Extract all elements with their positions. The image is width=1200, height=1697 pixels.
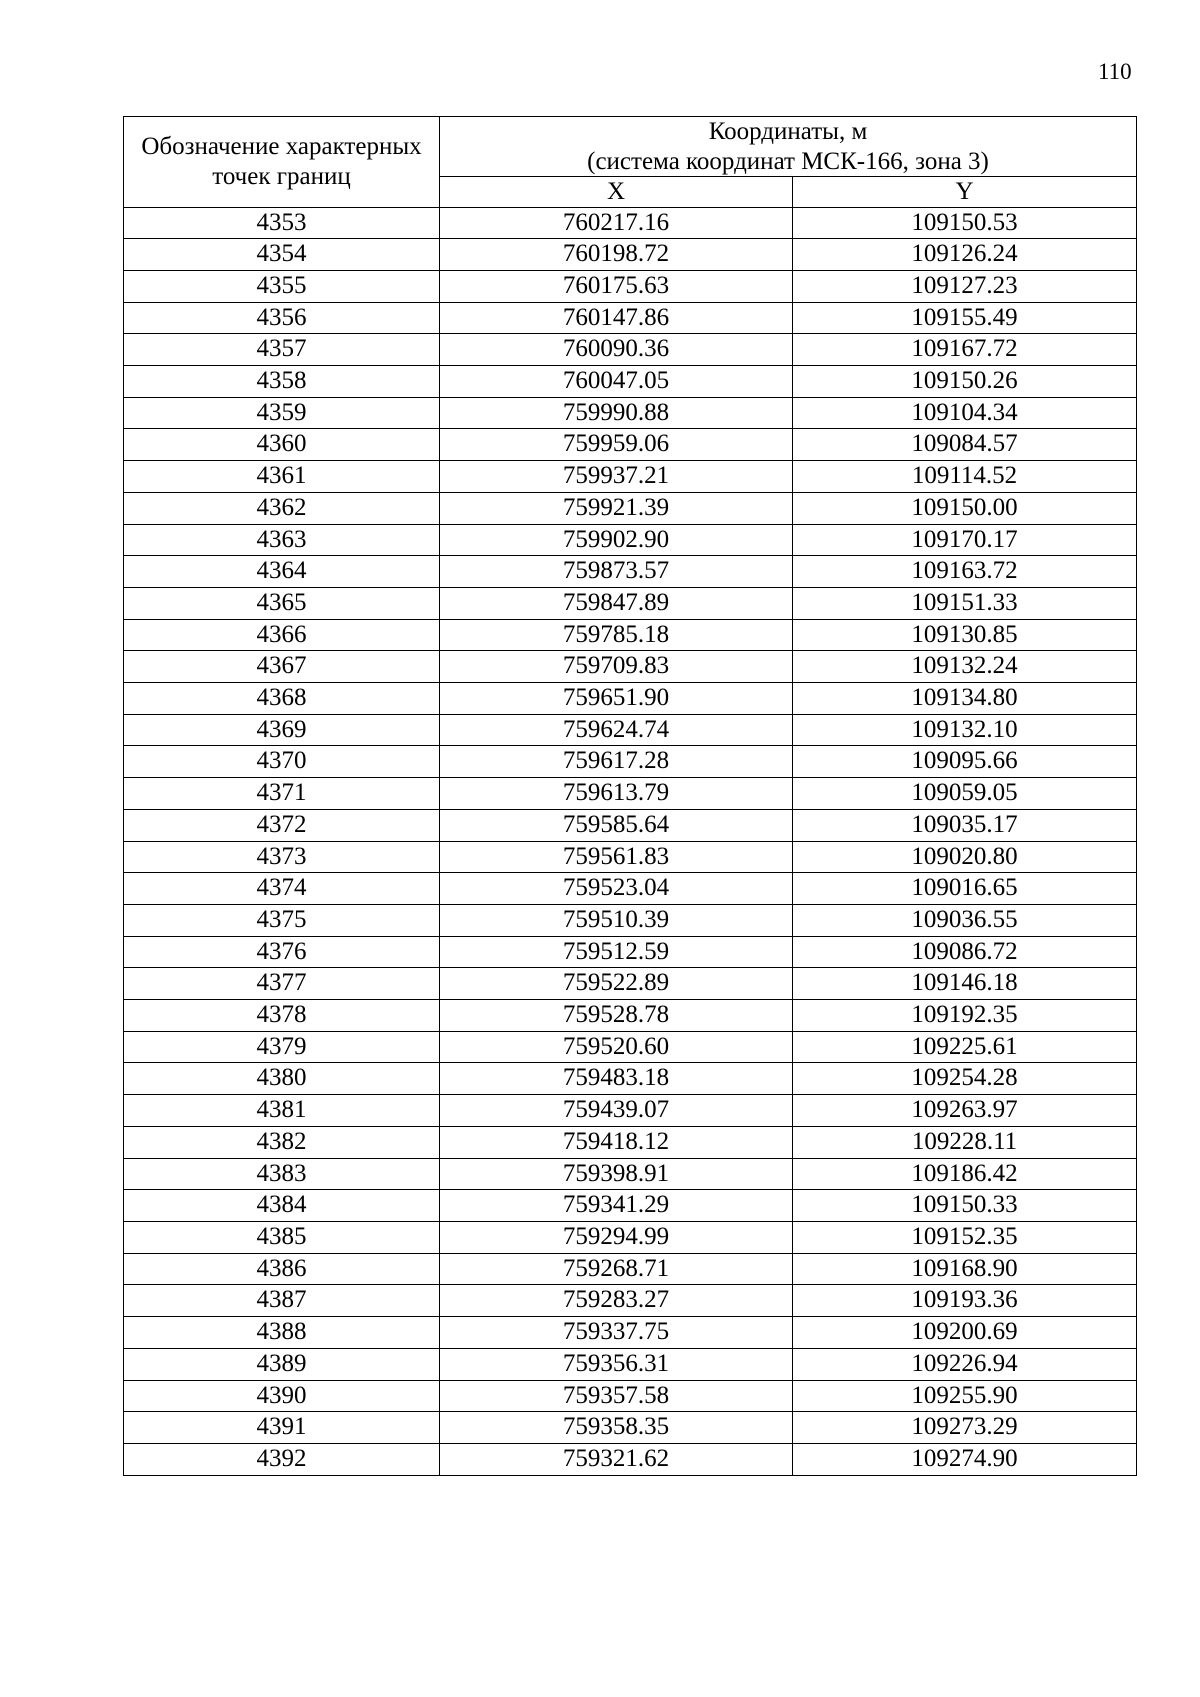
point-id-cell: 4356 [124, 302, 440, 334]
y-coordinate-cell: 109226.94 [793, 1348, 1137, 1380]
y-coordinate-cell: 109126.24 [793, 239, 1137, 271]
point-id-cell: 4379 [124, 1031, 440, 1063]
point-id-cell: 4366 [124, 619, 440, 651]
x-coordinate-cell: 759512.59 [440, 936, 793, 968]
table-row [124, 366, 1137, 398]
x-coordinate-cell: 760047.05 [440, 366, 793, 398]
y-coordinate-cell: 109167.72 [793, 334, 1137, 366]
x-coordinate-cell: 759283.27 [440, 1285, 793, 1317]
y-coordinate-cell: 109020.80 [793, 841, 1137, 873]
point-id-cell: 4372 [124, 809, 440, 841]
table-row [124, 1126, 1137, 1158]
y-coordinate-cell: 109225.61 [793, 1031, 1137, 1063]
point-id-cell: 4388 [124, 1317, 440, 1349]
point-id-cell: 4383 [124, 1158, 440, 1190]
x-coordinate-cell: 760175.63 [440, 270, 793, 302]
y-coordinate-cell: 109104.34 [793, 397, 1137, 429]
point-id-cell: 4374 [124, 873, 440, 905]
x-coordinate-cell: 760090.36 [440, 334, 793, 366]
table-row [124, 524, 1137, 556]
point-id-cell: 4385 [124, 1222, 440, 1254]
table-row [124, 1031, 1137, 1063]
coordinates-header [440, 117, 1137, 177]
point-id-cell: 4389 [124, 1348, 440, 1380]
x-coordinate-cell: 759398.91 [440, 1158, 793, 1190]
y-coordinate-cell: 109134.80 [793, 683, 1137, 715]
table-row [124, 461, 1137, 493]
table-row [124, 968, 1137, 1000]
x-coordinate-cell: 759585.64 [440, 809, 793, 841]
table-row [124, 1095, 1137, 1127]
x-coordinate-cell: 759959.06 [440, 429, 793, 461]
y-coordinate-cell: 109114.52 [793, 461, 1137, 493]
point-id-cell: 4365 [124, 587, 440, 619]
y-coordinate-cell: 109255.90 [793, 1380, 1137, 1412]
coordinates-table [123, 116, 1137, 1476]
table-row [124, 619, 1137, 651]
table-row [124, 904, 1137, 936]
x-coordinate-cell: 759990.88 [440, 397, 793, 429]
table-row [124, 239, 1137, 271]
table-body [124, 207, 1137, 1475]
point-id-cell: 4362 [124, 492, 440, 524]
x-coordinate-cell: 759520.60 [440, 1031, 793, 1063]
point-id-cell: 4386 [124, 1253, 440, 1285]
coordinates-header-system: (система координат МСК-166, зона 3) [587, 147, 989, 175]
y-coordinate-cell: 109036.55 [793, 904, 1137, 936]
point-id-cell: 4357 [124, 334, 440, 366]
x-column-header: X [440, 177, 793, 208]
x-coordinate-cell: 759561.83 [440, 841, 793, 873]
x-coordinate-cell: 759847.89 [440, 587, 793, 619]
x-coordinate-cell: 759873.57 [440, 556, 793, 588]
x-coordinate-cell: 759341.29 [440, 1190, 793, 1222]
table-row [124, 334, 1137, 366]
table-row [124, 587, 1137, 619]
y-coordinate-cell: 109059.05 [793, 778, 1137, 810]
x-coordinate-cell: 759418.12 [440, 1126, 793, 1158]
y-coordinate-cell: 109146.18 [793, 968, 1137, 1000]
y-coordinate-cell: 109192.35 [793, 1000, 1137, 1032]
point-id-cell: 4391 [124, 1412, 440, 1444]
page-number: 110 [1098, 59, 1132, 84]
point-id-cell: 4371 [124, 778, 440, 810]
table-row [124, 302, 1137, 334]
point-id-cell: 4387 [124, 1285, 440, 1317]
y-coordinate-cell: 109130.85 [793, 619, 1137, 651]
table-row [124, 1158, 1137, 1190]
x-coordinate-cell: 759268.71 [440, 1253, 793, 1285]
y-coordinate-cell: 109273.29 [793, 1412, 1137, 1444]
x-coordinate-cell: 759902.90 [440, 524, 793, 556]
x-coordinate-cell: 759921.39 [440, 492, 793, 524]
point-id-cell: 4376 [124, 936, 440, 968]
table-row [124, 1348, 1137, 1380]
table-row [124, 1063, 1137, 1095]
table-row [124, 1000, 1137, 1032]
point-id-cell: 4380 [124, 1063, 440, 1095]
x-coordinate-cell: 759439.07 [440, 1095, 793, 1127]
y-coordinate-cell: 109095.66 [793, 746, 1137, 778]
table-row [124, 492, 1137, 524]
y-coordinate-cell: 109274.90 [793, 1443, 1137, 1475]
point-id-cell: 4369 [124, 714, 440, 746]
x-coordinate-cell: 759357.58 [440, 1380, 793, 1412]
table-row [124, 270, 1137, 302]
x-coordinate-cell: 759785.18 [440, 619, 793, 651]
table-row [124, 1443, 1137, 1475]
x-coordinate-cell: 760198.72 [440, 239, 793, 271]
point-id-cell: 4378 [124, 1000, 440, 1032]
y-coordinate-cell: 109016.65 [793, 873, 1137, 905]
point-id-cell: 4377 [124, 968, 440, 1000]
point-id-cell: 4359 [124, 397, 440, 429]
x-coordinate-cell: 760217.16 [440, 207, 793, 239]
point-id-cell: 4382 [124, 1126, 440, 1158]
x-coordinate-cell: 759937.21 [440, 461, 793, 493]
point-id-cell: 4364 [124, 556, 440, 588]
y-coordinate-cell: 109150.53 [793, 207, 1137, 239]
point-id-cell: 4355 [124, 270, 440, 302]
table-row [124, 207, 1137, 239]
y-coordinate-cell: 109254.28 [793, 1063, 1137, 1095]
x-coordinate-cell: 759510.39 [440, 904, 793, 936]
x-coordinate-cell: 760147.86 [440, 302, 793, 334]
table-row [124, 778, 1137, 810]
point-id-cell: 4353 [124, 207, 440, 239]
table-row [124, 714, 1137, 746]
x-coordinate-cell: 759613.79 [440, 778, 793, 810]
y-coordinate-cell: 109186.42 [793, 1158, 1137, 1190]
point-id-cell: 4373 [124, 841, 440, 873]
point-id-cell: 4360 [124, 429, 440, 461]
table-row [124, 1317, 1137, 1349]
point-id-cell: 4354 [124, 239, 440, 271]
table-row [124, 429, 1137, 461]
point-id-cell: 4375 [124, 904, 440, 936]
table-row [124, 397, 1137, 429]
table-row [124, 1412, 1137, 1444]
y-coordinate-cell: 109132.24 [793, 651, 1137, 683]
table-row [124, 873, 1137, 905]
table-row [124, 1222, 1137, 1254]
y-coordinate-cell: 109152.35 [793, 1222, 1137, 1254]
point-label-header: Обозначение характерных точек границ [124, 117, 440, 208]
y-coordinate-cell: 109086.72 [793, 936, 1137, 968]
y-coordinate-cell: 109168.90 [793, 1253, 1137, 1285]
table-row [124, 1285, 1137, 1317]
y-coordinate-cell: 109132.10 [793, 714, 1137, 746]
y-column-header: Y [793, 177, 1137, 208]
point-id-cell: 4361 [124, 461, 440, 493]
point-id-cell: 4363 [124, 524, 440, 556]
y-coordinate-cell: 109200.69 [793, 1317, 1137, 1349]
x-coordinate-cell: 759358.35 [440, 1412, 793, 1444]
x-coordinate-cell: 759522.89 [440, 968, 793, 1000]
table-row [124, 746, 1137, 778]
point-id-cell: 4368 [124, 683, 440, 715]
table-row [124, 841, 1137, 873]
x-coordinate-cell: 759294.99 [440, 1222, 793, 1254]
x-coordinate-cell: 759483.18 [440, 1063, 793, 1095]
table-row [124, 1253, 1137, 1285]
table-row [124, 556, 1137, 588]
y-coordinate-cell: 109035.17 [793, 809, 1137, 841]
x-coordinate-cell: 759624.74 [440, 714, 793, 746]
point-id-cell: 4381 [124, 1095, 440, 1127]
x-coordinate-cell: 759321.62 [440, 1443, 793, 1475]
x-coordinate-cell: 759617.28 [440, 746, 793, 778]
point-id-cell: 4370 [124, 746, 440, 778]
x-coordinate-cell: 759528.78 [440, 1000, 793, 1032]
y-coordinate-cell: 109155.49 [793, 302, 1137, 334]
y-coordinate-cell: 109263.97 [793, 1095, 1137, 1127]
y-coordinate-cell: 109163.72 [793, 556, 1137, 588]
table-row [124, 936, 1137, 968]
x-coordinate-cell: 759651.90 [440, 683, 793, 715]
x-coordinate-cell: 759523.04 [440, 873, 793, 905]
table-row [124, 683, 1137, 715]
point-id-cell: 4392 [124, 1443, 440, 1475]
table-row [124, 1190, 1137, 1222]
point-id-cell: 4358 [124, 366, 440, 398]
point-id-cell: 4384 [124, 1190, 440, 1222]
y-coordinate-cell: 109193.36 [793, 1285, 1137, 1317]
x-coordinate-cell: 759709.83 [440, 651, 793, 683]
table-header [124, 117, 1137, 208]
y-coordinate-cell: 109151.33 [793, 587, 1137, 619]
table-row [124, 651, 1137, 683]
table-row [124, 1380, 1137, 1412]
coordinates-header-title: Координаты, м [708, 118, 868, 145]
y-coordinate-cell: 109127.23 [793, 270, 1137, 302]
y-coordinate-cell: 109084.57 [793, 429, 1137, 461]
y-coordinate-cell: 109228.11 [793, 1126, 1137, 1158]
y-coordinate-cell: 109170.17 [793, 524, 1137, 556]
x-coordinate-cell: 759356.31 [440, 1348, 793, 1380]
point-id-cell: 4367 [124, 651, 440, 683]
table-row [124, 809, 1137, 841]
x-coordinate-cell: 759337.75 [440, 1317, 793, 1349]
y-coordinate-cell: 109150.26 [793, 366, 1137, 398]
point-id-cell: 4390 [124, 1380, 440, 1412]
y-coordinate-cell: 109150.00 [793, 492, 1137, 524]
y-coordinate-cell: 109150.33 [793, 1190, 1137, 1222]
